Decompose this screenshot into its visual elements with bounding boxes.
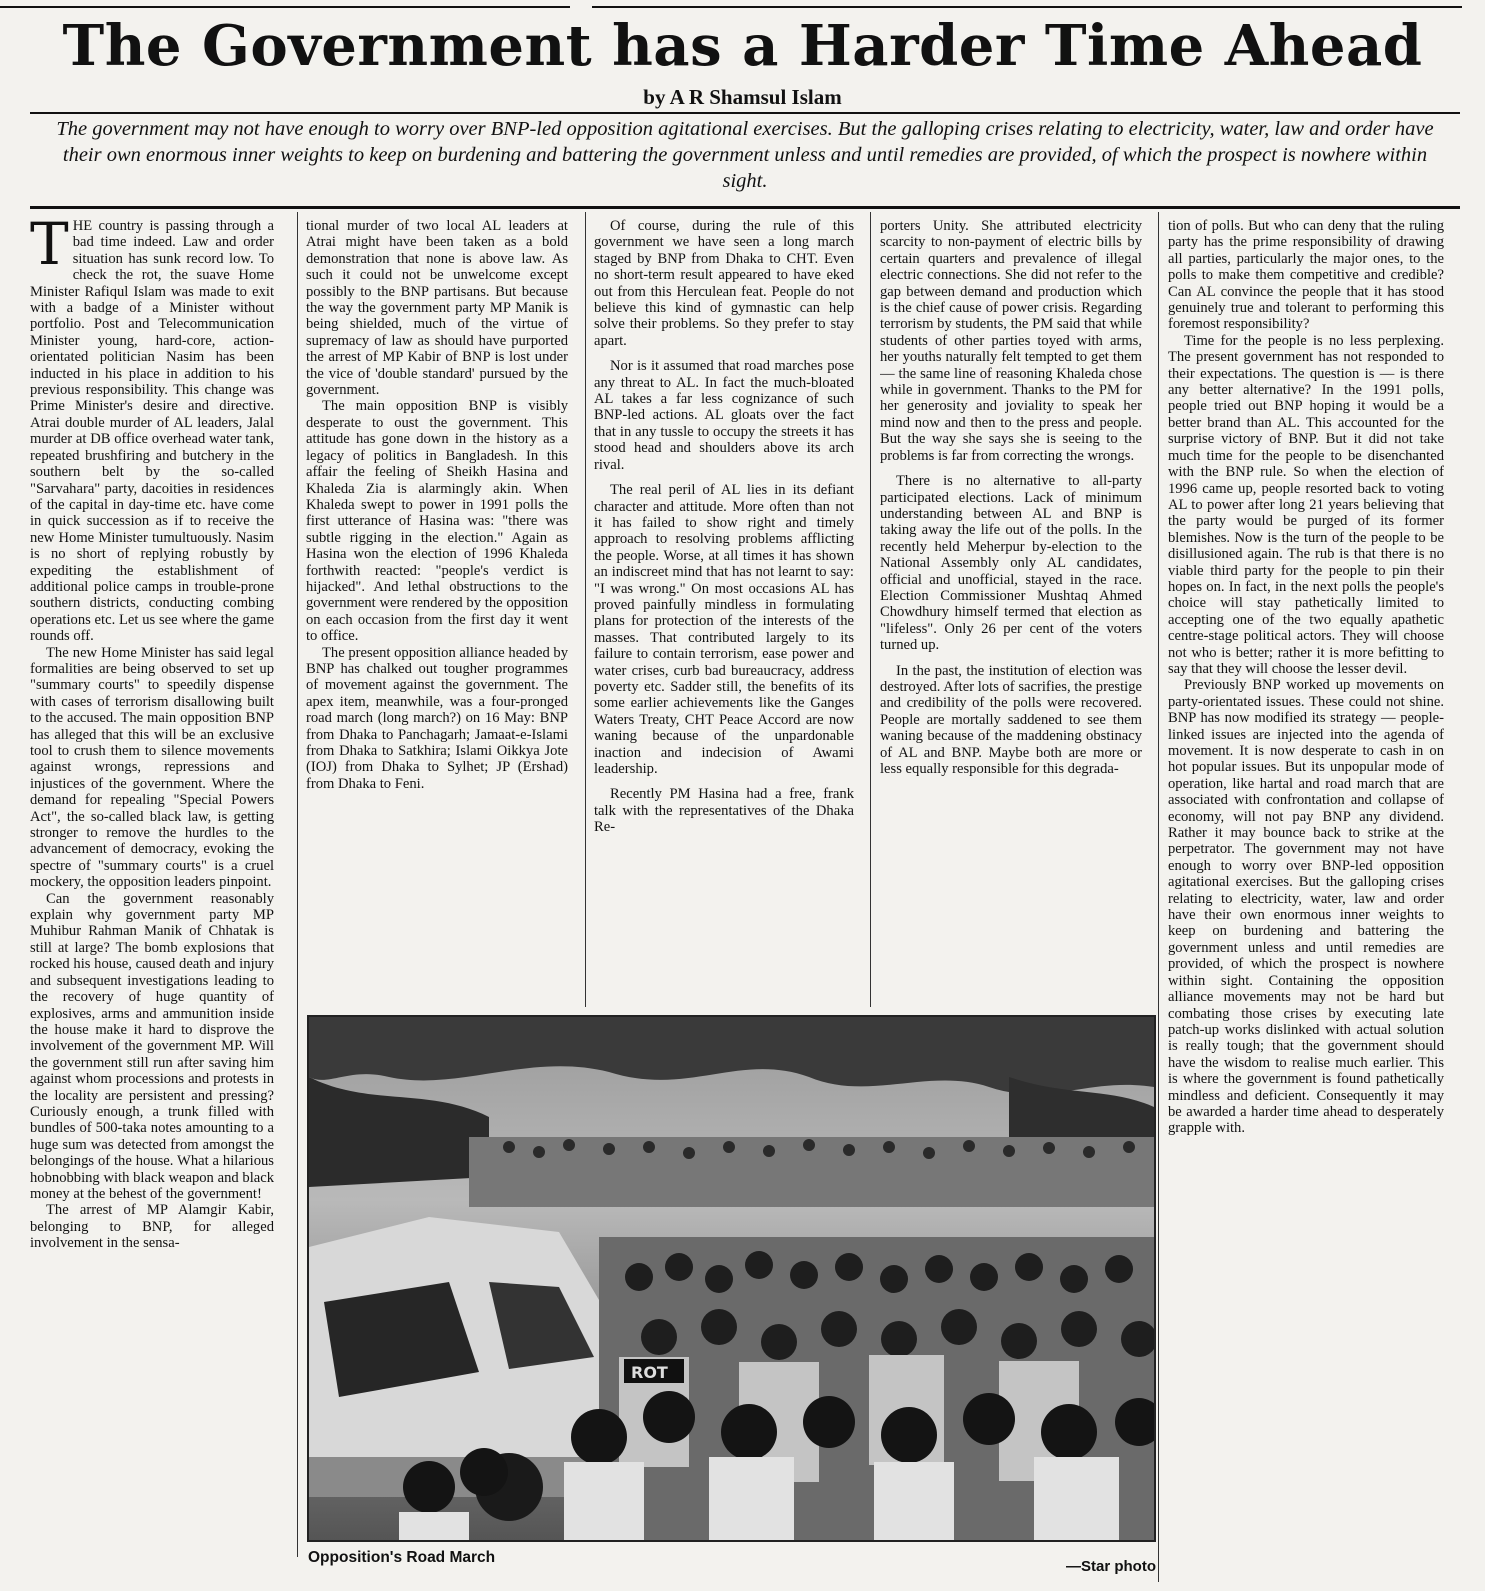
paragraph: tional murder of two local AL leaders at Atrai might have been taken as a bold demonstration that none is above law. As such it could not be unwelcome except possibly to the BNP partisans. But because the way the government party MP Manik is being shielded, much of the virtue of supremacy of law as should have purported the arrest of MP Kabir of BNP is lost under the vice of 'double standard' pursued by the government. bbox=[306, 218, 568, 399]
paragraph: THE country is passing through a bad time indeed. Law and order situation has sunk record low. To check the rot, the suave Home Minister Rafiqul Islam was made to exit with a badge of a Minister without portfolio. Post and Telecommunication Minister young, hard-core, action-orientated politician Nasim has been inducted in his place in addition to his previous responsibility. This change was Prime Minister's desire and directive. Atrai double murder of AL leaders, Jalal murder at DB office overhead water tank, repeated brushfiring and butchery in the southern belt by the so-called "Sarvahara" party, dacoities in residences of the capital in day-time etc. have come in quick succession as if to receive the new Home Minister tumultuously. Nasim is no short of replying robustly by expediting the establishment of additional police camps in trouble-prone southern districts, conducting combing operations etc. Let us see where the game rounds off. bbox=[30, 218, 274, 645]
crowd-photo-image bbox=[309, 1017, 1154, 1540]
headline: The Government has a Harder Time Ahead bbox=[62, 13, 1423, 79]
column-rule-3 bbox=[870, 212, 871, 1007]
deck: The government may not have enough to worry over BNP-led opposition agitational exercises. But the galloping crises relating to electricity, water, law and order have their own enormous inner weights to keep on burdening and battering the government unless and until remedies are provided, of which the prospect is nowhere within sight. bbox=[56, 118, 1434, 192]
paragraph: porters Unity. She attributed electricity scarcity to non-payment of electric bills by certain quarters and prevalence of illegal electric connections. She did not refer to the gap between demand and production which is the chief cause of power crisis. Regarding terrorism by students, the PM said that while students of other parties toyed with arms, her youths naturally felt tempted to get them — the same line of reasoning Khaleda chose while in government. Thanks to the PM for her generosity and joviality to speak her mind now and then to the press and people. But the way she says she is seeing to the problems is far from correcting the wrongs. bbox=[880, 218, 1142, 464]
paragraph: Time for the people is no less perplexing. The present government has not responded to their expectations. The question is — is there any better alternative? In the 1991 polls, people tried out BNP hoping it would be a better brand than AL. This accounted for the surprise victory of BNP. But it did not take much time for the people to be disenchanted with the BNP rule. So when the election of 1996 came up, people resorted back to voting AL to power after long 21 years believing that the party would be purged of its former blemishes. Now is the turn of the people to be disillusioned again. The rub is that there is no viable third party for the people to pin their hopes on. In fact, in the next polls the people's choice will stay pathetically limited to accepting one of the two equally apathetic centre-stage political actors. They will choose not who is better; rather it is more befitting to say that they will choose the lesser devil. bbox=[1168, 332, 1444, 677]
drop-cap: T bbox=[30, 218, 69, 278]
article-column-2 bbox=[306, 218, 568, 1010]
paragraph: There is no alternative to all-party participated elections. Lack of minimum understanding between AL and BNP is taking away the life out of the polls. In the recently held Meherpur by-election to the National Assembly only AL candidates, official and unofficial, stayed in the race. Election Commissioner Mushtaq Ahmed Chowdhury himself termed that election as "lifeless". Only 26 per cent of the voters turned up. bbox=[880, 473, 1142, 654]
paragraph: Nor is it assumed that road marches pose any threat to AL. In fact the much-bloated AL takes a far less cognizance of such BNP-led actions. AL gloats over the fact that in any tussle to occupy the streets it has stood head and shoulders above its arch rival. bbox=[594, 358, 854, 473]
top-rule-left bbox=[0, 6, 570, 8]
paragraph: The real peril of AL lies in its defiant character and attitude. More often than not it has failed to show right and timely approach to resolving problems afflicting the people. Worse, at all times it has shown an indiscreet mind that has not learnt to say: "I was wrong." On most occasions AL has proved painfully mindless in formulating plans for protection of the interests of the masses. That contributed largely to its failure to contain terrorism, ease power and water crises, curb bad bureaucracy, address poverty etc. Sadder still, the benefits of its some earlier achievements like the Ganges Waters Treaty, CHT Peace Accord are now waning because of the unpardonable inaction and indecision of Awami leadership. bbox=[594, 482, 854, 777]
paragraph: Of course, during the rule of this government we have seen a long march staged by BNP from Dhaka to CHT. Even no short-term result appeared to have eked out from this Herculean feat. People do not believe this kind of gymnastic can help solve their problems. So they prefer to stay apart. bbox=[594, 218, 854, 349]
top-rule-right bbox=[592, 6, 1462, 8]
byline: by A R Shamsul Islam bbox=[643, 85, 842, 109]
article-column-4 bbox=[880, 218, 1142, 1010]
column-rule-4 bbox=[1158, 212, 1159, 1582]
paragraph: tion of polls. But who can deny that the ruling party has the prime responsibility of drawing all parties, particularly the major ones, to the polls to make them competitive and credible? Can AL convince the people that it has stood genuinely true and tolerant to performing this foremost responsibility? bbox=[1168, 218, 1444, 333]
paragraph: Previously BNP worked up movements on party-orientated issues. These could not shine. BNP has now modified its strategy — people-linked issues are injected into the agenda of movement. It is now desperate to cash in on hot popular issues. But its unpopular mode of operation, like hartal and road march that are associated with confrontation and collapse of economy, will not pay BNP any dividend. Rather it may bounce back to strike at the perpetrator. The government may not have enough to worry over BNP-led opposition agitational exercises. But the galloping crises relating to electricity, water, law and order have their own enormous inner weights to keep on burdening and battering the government unless and until remedies are provided, of which the prospect is nowhere within sight. Containing the opposition alliance movements may not be hard but combating those crises by executing late patch-up works dislinked with actual solution is really tough; that the government should have the wisdom to realise much earlier. This is where the government is found pathetically mindless and deficient. Consequently it may be awarded a harder time ahead to desperately grapple with. bbox=[1168, 677, 1444, 1137]
photo-credit: —Star photo bbox=[1066, 1558, 1156, 1575]
deck-top-rule bbox=[30, 112, 1460, 114]
article-column-1 bbox=[30, 218, 274, 1588]
article-column-3 bbox=[594, 218, 854, 1010]
photo-caption: Opposition's Road March bbox=[308, 1549, 496, 1566]
paragraph: Recently PM Hasina had a free, frank talk with the representatives of the Dhaka Re- bbox=[594, 786, 854, 836]
deck-bottom-rule bbox=[30, 206, 1460, 209]
paragraph: The arrest of MP Alamgir Kabir, belonging to BNP, for alleged involvement in the sensa- bbox=[30, 1202, 274, 1252]
paragraph: Can the government reasonably explain why government party MP Muhibur Rahman Manik of Chhatak is still at large? The bomb explosions that rocked his house, caused death and injury and subsequent investigations leading to the recovery of huge quantity of explosives, arms and ammunition inside the house make it hard to disprove the involvement of the government MP. Will the government still run after saving him against whom processions and protests in the locality are persistent and pressing? Curiously enough, a trunk filled with bundles of 500-taka notes amounting to a huge sum was detected from amongst the belongings of the house. What a hilarious hobnobbing with black weapon and black money at the behest of the government! bbox=[30, 890, 274, 1202]
shirt-text: ROT bbox=[631, 1363, 668, 1382]
column-rule-2 bbox=[585, 212, 586, 1007]
article-column-5 bbox=[1168, 218, 1444, 1586]
paragraph: The present opposition alliance headed by BNP has chalked out tougher programmes of movement against the government. The apex item, meanwhile, was a four-pronged road march (long march?) on 16 May: BNP from Dhaka to Panchagarh; Jamaat-e-Islami from Dhaka to Satkhira; Islami Oikkya Jote (IOJ) from Dhaka to Sylhet; JP (Ershad) from Dhaka to Feni. bbox=[306, 644, 568, 792]
column-rule-1 bbox=[297, 212, 298, 1557]
paragraph: The main opposition BNP is visibly desperate to oust the government. This attitude has gone down in the history as a legacy of politics in Bangladesh. In this affair the feeling of Sheikh Hasina and Khaleda Zia is alarmingly akin. When Khaleda swept to power in 1991 polls the first utterance of Hasina was: "there was subtle rigging in the election." Again as Hasina won the election of 1996 Khaleda forthwith reacted: "people's verdict is hijacked". And lethal obstructions to the government were rendered by the opposition on each occasion from the first day it went to office. bbox=[306, 398, 568, 645]
paragraph: In the past, the institution of election was destroyed. After lots of sacrifies, the prestige and credibility of the polls were recovered. People are mortally saddened to see them waning because of the maddening obstinacy of AL and BNP. Maybe both are more or less equally responsible for this degrada- bbox=[880, 662, 1142, 777]
road-march-photo bbox=[307, 1015, 1156, 1542]
paragraph: The new Home Minister has said legal formalities are being observed to set up "summary courts" to speedily dispense with cases of terrorism disallowing built to the accused. The main opposition BNP has alleged that this will be an exclusive tool to crush them to silence movements against wrongs, repressions and injustices of the government. Where the demand for repealing "Special Powers Act", the so-called black law, is getting stronger to remove the hurdles to the advancement of democracy, evoking the spectre of "summary courts" is a cruel mockery, the opposition leaders pinpoint. bbox=[30, 644, 274, 891]
